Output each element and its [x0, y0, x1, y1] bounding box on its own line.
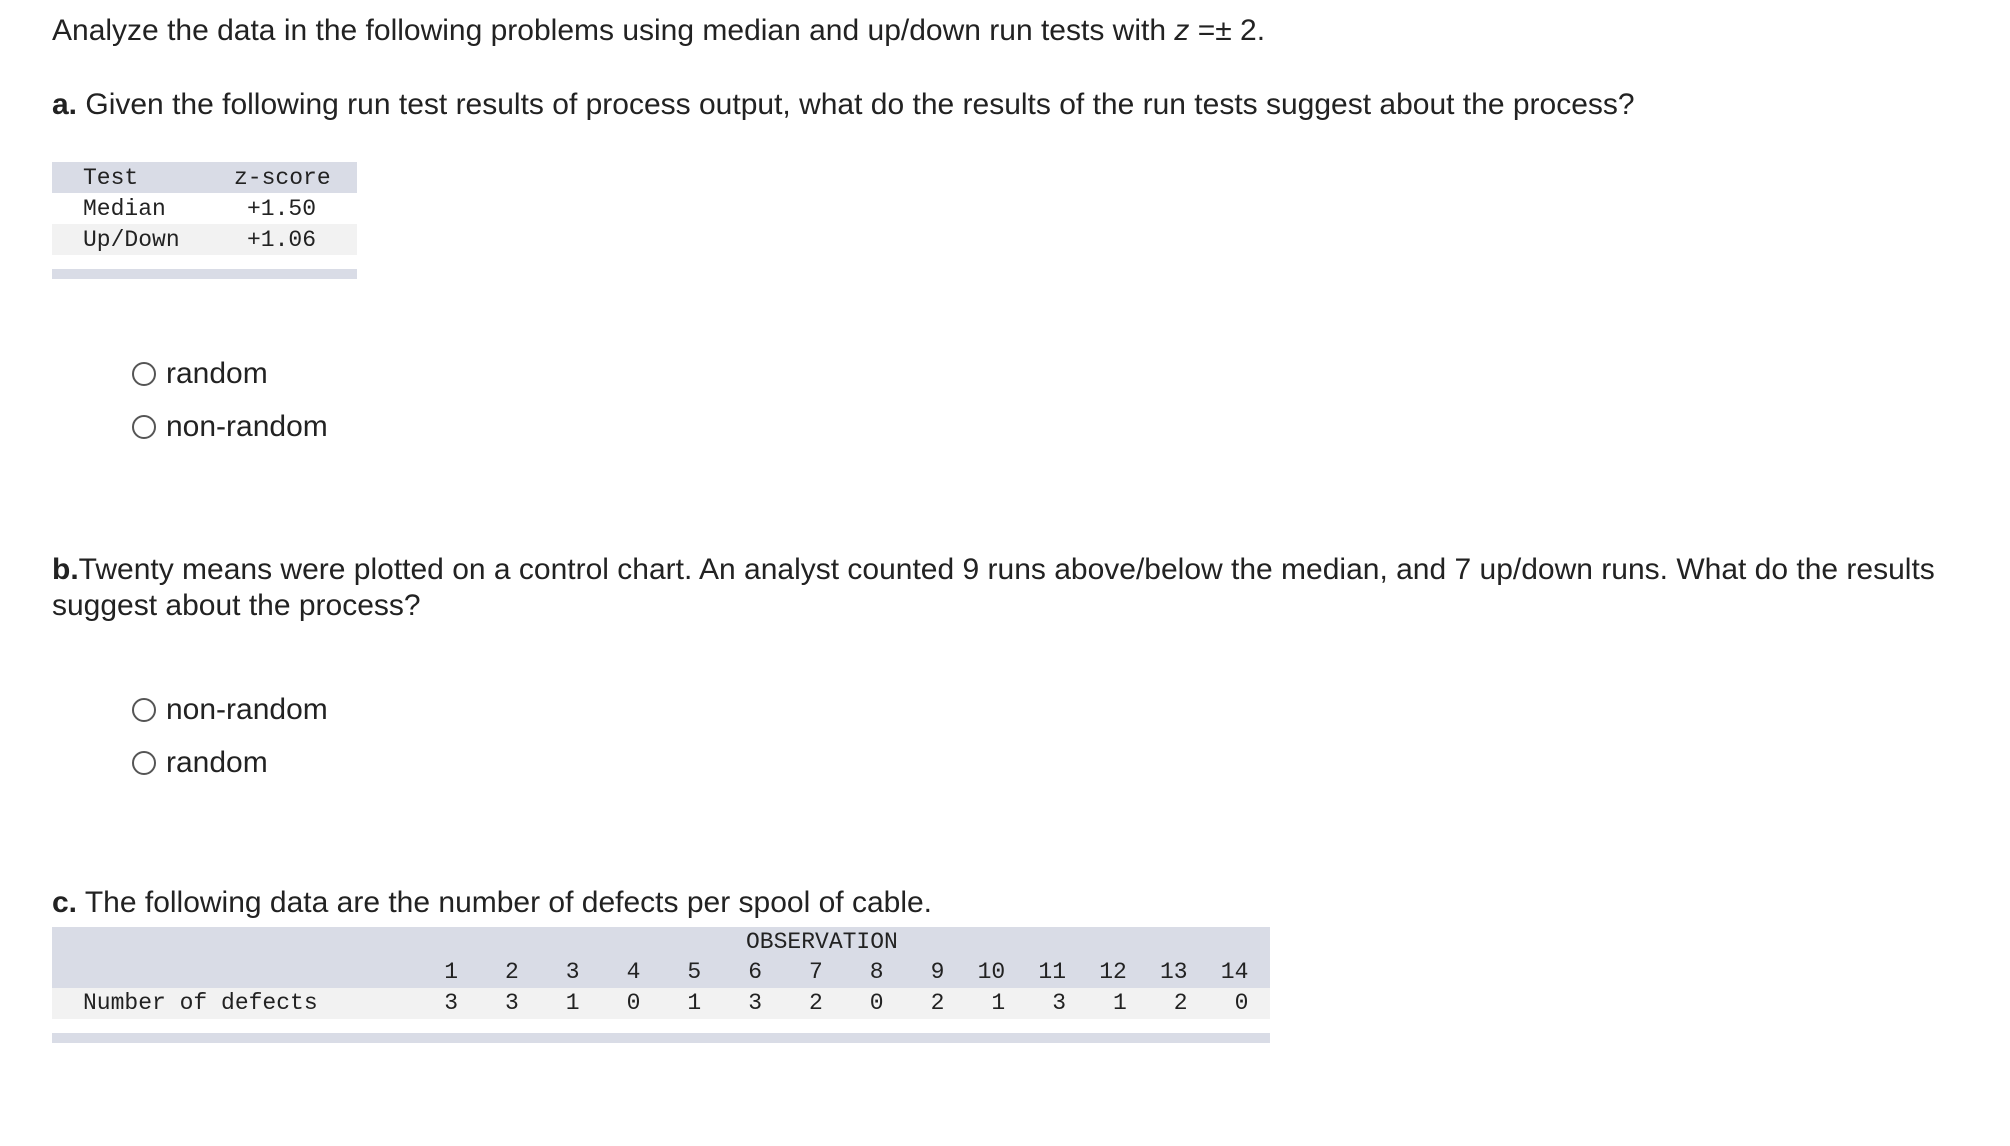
option-label: random — [166, 357, 268, 390]
run-test-table — [52, 162, 357, 279]
defect-count: 3 — [1052, 990, 1066, 1016]
observation-number: 2 — [504, 959, 519, 985]
observation-number: 14 — [1220, 959, 1249, 985]
defect-count: 3 — [444, 990, 458, 1016]
table-header — [52, 927, 1270, 988]
row-z-score: +1.50 — [247, 195, 317, 222]
radio-button[interactable] — [132, 751, 156, 775]
intro-text — [52, 12, 1265, 50]
table-row — [52, 193, 357, 224]
observation-number: 4 — [626, 959, 641, 985]
question-a-label: a. — [52, 88, 78, 121]
row-z-score: +1.06 — [247, 226, 317, 253]
header-z-score: z-score — [234, 164, 331, 191]
defects-table — [52, 927, 1270, 1043]
question-b-text: Twenty means were plotted on a control chart. An analyst counted 9 runs above/below the median, and 7 up/down runs. What do the results suggest about the process? — [52, 553, 1935, 622]
observation-number: 1 — [444, 959, 458, 985]
observation-number: 5 — [687, 959, 702, 985]
option-label: random — [166, 746, 268, 779]
row-test-name: Median — [83, 195, 166, 222]
defect-count: 2 — [1173, 990, 1188, 1016]
z-value: =± 2. — [1197, 14, 1266, 47]
row-test-name: Up/Down — [83, 226, 180, 253]
table-header-row — [52, 162, 357, 193]
defect-count: 0 — [869, 990, 884, 1016]
observation-numbers-row — [52, 959, 1270, 987]
table-row — [52, 224, 357, 255]
defect-count: 1 — [1112, 990, 1127, 1016]
question-b — [52, 552, 1952, 624]
intro-sentence: Analyze the data in the following problems using median and up/down run tests with — [52, 14, 1166, 47]
table-footer-bar — [52, 269, 357, 279]
defects-row — [52, 988, 1270, 1019]
observation-number: 13 — [1159, 959, 1188, 985]
option-b-non-random[interactable] — [132, 692, 328, 728]
defect-count: 2 — [808, 990, 823, 1016]
observation-number: 10 — [977, 959, 1006, 985]
defect-count: 0 — [626, 990, 641, 1016]
option-a-non-random[interactable] — [132, 409, 328, 445]
observation-number: 7 — [808, 959, 823, 985]
observation-number: 12 — [1099, 959, 1127, 985]
observation-number: 9 — [930, 959, 945, 985]
defect-count: 2 — [930, 990, 945, 1016]
defect-count: 1 — [687, 990, 702, 1016]
header-test: Test — [83, 164, 139, 191]
question-a — [52, 86, 1635, 124]
radio-button[interactable] — [132, 698, 156, 722]
question-c-label: c. — [52, 886, 78, 919]
question-c-text: The following data are the number of defects per spool of cable. — [84, 886, 933, 919]
z-symbol: z — [1174, 14, 1190, 47]
table-footer-bar — [52, 1033, 1270, 1043]
observation-number: 8 — [869, 959, 884, 985]
question-a-text: Given the following run test results of process output, what do the results of the run tests suggest about the process? — [85, 88, 1635, 121]
option-b-random[interactable] — [132, 745, 268, 781]
option-label: non-random — [166, 693, 328, 726]
radio-button[interactable] — [132, 415, 156, 439]
defect-count: 1 — [565, 990, 580, 1016]
defect-count: 1 — [991, 990, 1006, 1016]
observation-number: 6 — [748, 959, 762, 985]
question-b-label: b. — [52, 553, 79, 586]
question-c — [52, 884, 932, 922]
radio-button[interactable] — [132, 362, 156, 386]
option-a-random[interactable] — [132, 356, 268, 392]
option-label: non-random — [166, 410, 328, 443]
observation-number: 11 — [1038, 959, 1066, 985]
observation-number: 3 — [565, 959, 580, 985]
defect-count: 3 — [504, 990, 519, 1016]
observation-header: OBSERVATION — [746, 929, 898, 955]
defect-count: 0 — [1234, 990, 1249, 1016]
defect-count: 3 — [748, 990, 762, 1016]
row-label: Number of defects — [83, 990, 318, 1016]
